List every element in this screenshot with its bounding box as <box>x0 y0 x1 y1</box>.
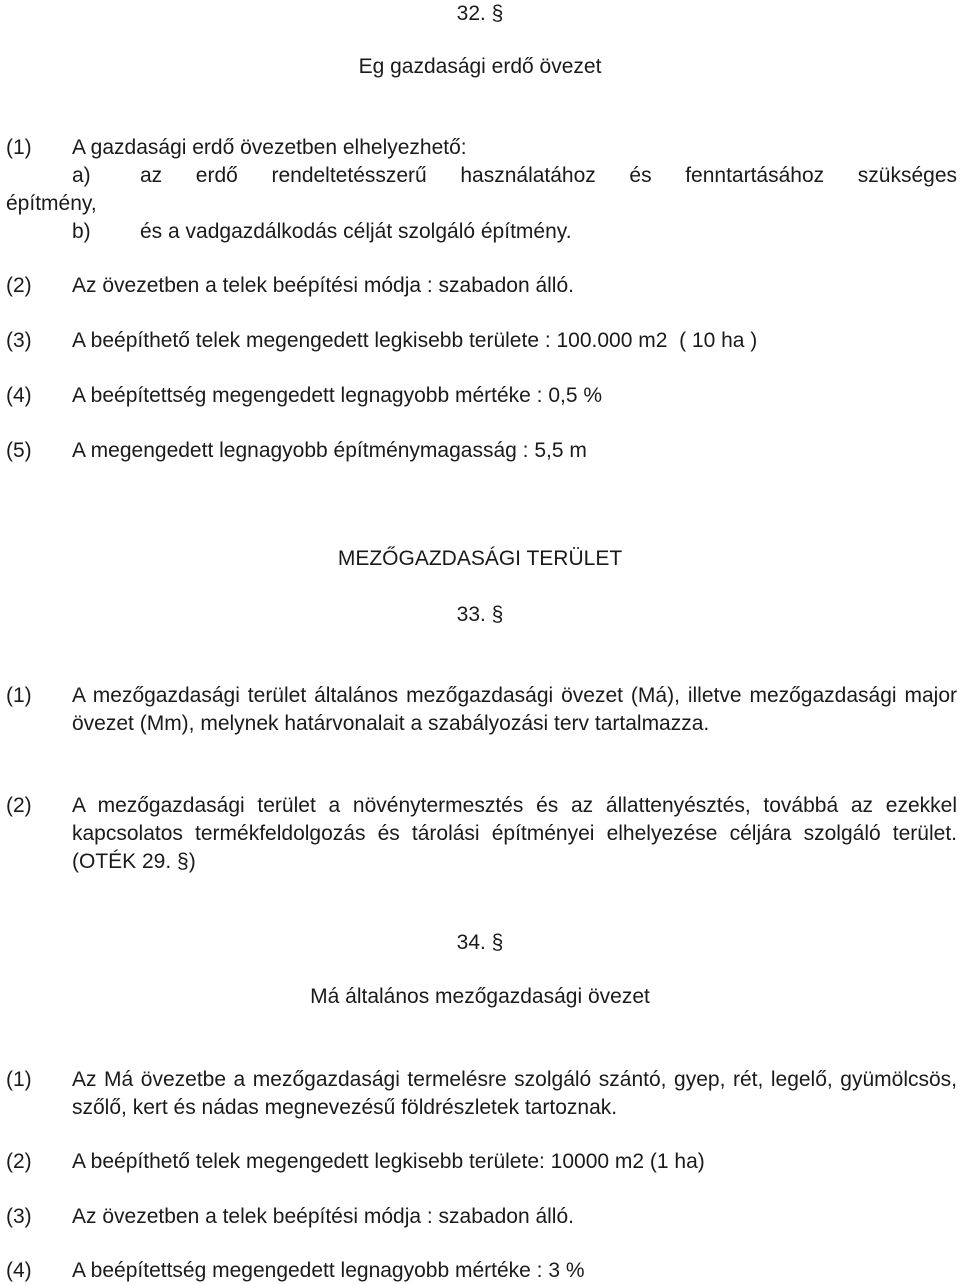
part-title: MEZŐGAZDASÁGI TERÜLET <box>337 547 623 570</box>
paragraph-number: (4) <box>6 1259 32 1282</box>
paragraph-text: A beépítettség megengedett legnagyobb mértéke : 3 % <box>72 1259 585 1282</box>
paragraph-text: A beépíthető telek megengedett legkisebb területe: 10000 m2 (1 ha) <box>72 1150 705 1173</box>
sec32-paragraph-5 <box>6 437 957 465</box>
paragraph-number: (3) <box>6 329 32 352</box>
paragraph-number: (5) <box>6 439 32 462</box>
section-32-heading: 32. § <box>456 2 504 25</box>
paragraph-text: A mezőgazdasági terület a növénytermesztés és az állattenyésztés, továbbá az ezekkel kapcsolatos termékfeldolgozás és tárolási építményei elhelyezése céljára szolgáló terület. (OTÉK 29. §) <box>72 794 957 873</box>
sec34-paragraph-3 <box>6 1203 957 1231</box>
section-33-heading: 33. § <box>456 603 504 626</box>
paragraph-text: A beépítettség megengedett legnagyobb mértéke : 0,5 % <box>72 384 603 407</box>
sec33-paragraph-2 <box>6 792 957 876</box>
sec32-paragraph-3 <box>6 327 957 355</box>
list-item-a-line-2: építmény, <box>6 192 97 215</box>
sec34-paragraph-2 <box>6 1148 957 1176</box>
list-item-a-line-1: az erdő rendeltetésszerű használatához és fenntartásához szükséges <box>140 164 957 187</box>
sec32-paragraph-4 <box>6 382 957 410</box>
sec34-paragraph-4 <box>6 1257 957 1285</box>
paragraph-number: (4) <box>6 384 32 407</box>
section-32-title: Eg gazdasági erdő övezet <box>358 55 602 78</box>
sec34-paragraph-1 <box>6 1066 957 1122</box>
paragraph-number: (2) <box>6 274 32 297</box>
section-34-heading: 34. § <box>456 931 504 954</box>
sec32-paragraph-1 <box>6 134 957 162</box>
list-marker-a: a) <box>72 164 91 187</box>
list-item-b: és a vadgazdálkodás célját szolgáló építmény. <box>140 220 572 243</box>
paragraph-number: (1) <box>6 136 32 159</box>
list-marker-b: b) <box>72 220 91 243</box>
paragraph-number: (1) <box>6 1068 32 1091</box>
paragraph-intro: A gazdasági erdő övezetben elhelyezhető: <box>72 136 467 159</box>
paragraph-text: Az Má övezetbe a mezőgazdasági termelésre szolgáló szántó, gyep, rét, legelő, gyümölcsös, szőlő, kert és nádas megnevezésű földrészletek tartoznak. <box>72 1068 957 1119</box>
paragraph-number: (3) <box>6 1205 32 1228</box>
paragraph-text: A beépíthető telek megengedett legkisebb területe : 100.000 m2 ( 10 ha ) <box>72 329 758 352</box>
paragraph-number: (1) <box>6 684 32 707</box>
paragraph-text: A mezőgazdasági terület általános mezőgazdasági övezet (Má), illetve mezőgazdasági major övezet (Mm), melynek határvonalait a szabályozási terv tartalmazza. <box>72 684 957 735</box>
paragraph-number: (2) <box>6 794 32 817</box>
sec33-paragraph-1 <box>6 682 957 738</box>
paragraph-number: (2) <box>6 1150 32 1173</box>
paragraph-text: A megengedett legnagyobb építménymagasság : 5,5 m <box>72 439 587 462</box>
paragraph-text: Az övezetben a telek beépítési módja : szabadon álló. <box>72 274 574 297</box>
section-34-title: Má általános mezőgazdasági övezet <box>310 985 650 1008</box>
sec32-paragraph-2 <box>6 272 957 300</box>
paragraph-text: Az övezetben a telek beépítési módja : szabadon álló. <box>72 1205 574 1228</box>
